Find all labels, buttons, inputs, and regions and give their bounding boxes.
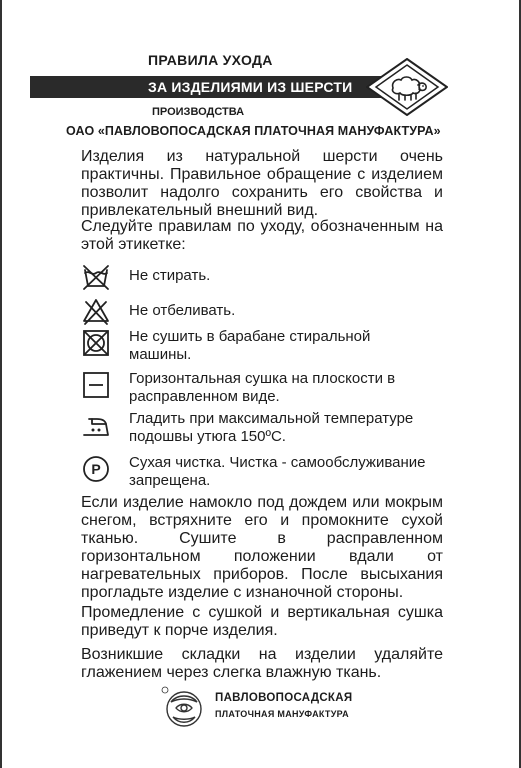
- instructions-paragraph: Следуйте правилам по уходу, обозначенным на этой этикетке:: [81, 218, 443, 253]
- creases-paragraph: Возникшие складки на изделии удаляйте глажением через слегка влажную ткань.: [81, 646, 443, 681]
- label-title-line1: ПРАВИЛА УХОДА: [148, 52, 273, 68]
- care-text: Горизонтальная сушка на плоскости в расправленном виде.: [129, 370, 396, 405]
- wet-care-paragraph: Если изделие намокло под дождем или мокрым снегом, встряхните его и промокните сухой тканью. Сушите в расправленном горизонтальном положении вдали от нагревательных приборов. После высыхания прогладьте изделие с изнаночной стороны.: [81, 494, 443, 601]
- iron-medium-icon: [81, 410, 111, 440]
- care-text: Не сушить в барабане стиральной машины.: [129, 328, 371, 363]
- care-item: [81, 410, 461, 450]
- no-wash-icon: [81, 262, 111, 292]
- care-item: [81, 370, 461, 410]
- label-title-band-text: ЗА ИЗДЕЛИЯМИ ИЗ ШЕРСТИ: [148, 79, 353, 95]
- care-item: [81, 454, 461, 494]
- intro-paragraph: Изделия из натуральной шерсти очень практичны. Правильное обращение с изделием позволит надолго сохранить его свойства и привлекательный внешний вид.: [81, 148, 443, 219]
- drying-warning-paragraph: Промедление с сушкой и вертикальная сушка приведут к порче изделия.: [81, 604, 443, 639]
- care-text: Сухая чистка. Чистка - самообслуживание запрещена.: [129, 454, 426, 489]
- care-item: [81, 328, 461, 368]
- care-text: Не отбеливать.: [129, 302, 236, 319]
- dry-flat-icon: [81, 370, 111, 400]
- label-title-line3: ПРОИЗВОДСТВА: [152, 106, 245, 118]
- no-tumble-dry-icon: [81, 328, 111, 358]
- manufactory-logo-icon: [159, 684, 209, 734]
- brand-name-line2: ПЛАТОЧНАЯ МАНУФАКТУРА: [215, 709, 349, 719]
- care-text: Гладить при максимальной температуре подошвы утюга 150ºС.: [129, 410, 414, 445]
- footer-brand: [159, 684, 419, 734]
- care-text: Не стирать.: [129, 267, 211, 284]
- dry-clean-letter: P: [91, 461, 101, 477]
- no-bleach-icon: [81, 296, 111, 326]
- brand-name-line1: ПАВЛОВОПОСАДСКАЯ: [215, 692, 353, 704]
- professional-dry-clean-icon: [81, 454, 111, 484]
- sheep-icon: [366, 58, 448, 116]
- manufacturer-name: ОАО «ПАВЛОВОПОСАДСКАЯ ПЛАТОЧНАЯ МАНУФАКТУРА»: [66, 124, 441, 138]
